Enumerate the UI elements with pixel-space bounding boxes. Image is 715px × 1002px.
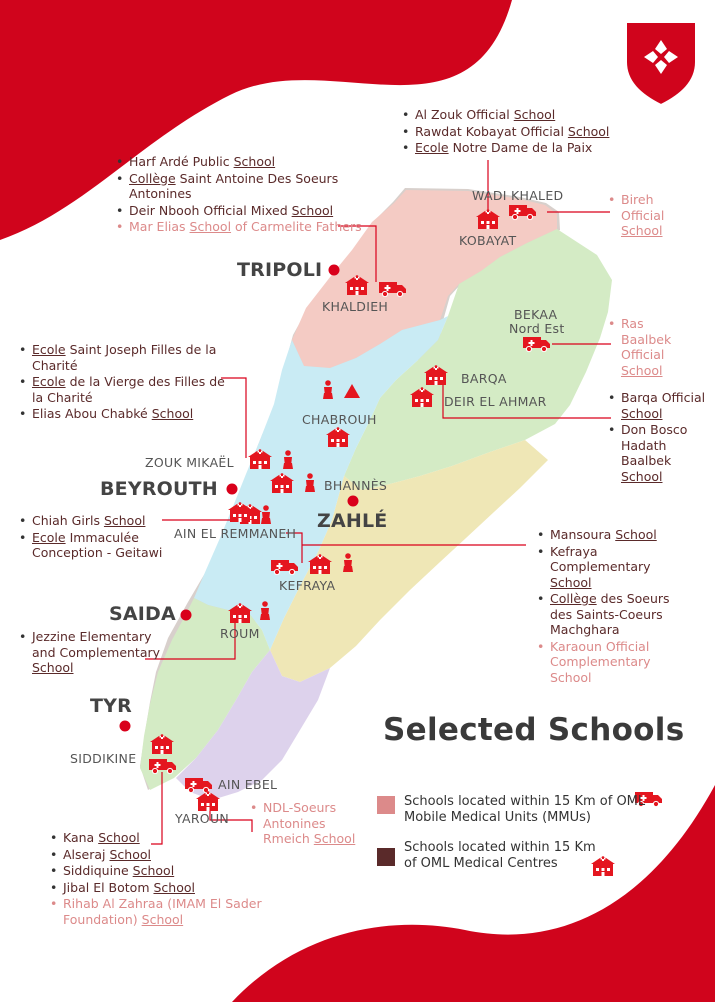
school-item: • Rihab Al Zahraa (IMAM El Sader Foundation) School xyxy=(63,896,263,927)
school-item: • Rawdat Kobayat Official School xyxy=(415,124,715,140)
school-item: • Jezzine Elementary and Complementary School xyxy=(32,629,162,676)
page-title: Selected Schools xyxy=(383,712,685,748)
school-item: • Collège Saint Antoine Des Soeurs Antonines xyxy=(129,171,379,202)
school-item: • Alseraj School xyxy=(63,847,263,863)
school-list-roum xyxy=(19,629,162,677)
place-khaldieh: KHALDIEH xyxy=(322,299,389,314)
school-item: • Jibal El Botom School xyxy=(63,880,263,896)
place-zouk-mikael: ZOUK MIKAËL xyxy=(145,455,234,470)
place-kefraya: KEFRAYA xyxy=(279,578,336,593)
school-item: • Chiah Girls School xyxy=(32,513,212,529)
school-item: • Barqa Official School xyxy=(621,390,715,421)
school-item: • Kefraya Complementary School xyxy=(550,544,690,591)
school-list-kefraya xyxy=(537,527,690,686)
place-wadi-khaled: WADI KHALED xyxy=(472,188,564,203)
school-item: • Ecole de la Vierge des Filles de la Charité xyxy=(32,374,237,405)
school-list-zouk xyxy=(19,342,237,423)
school-list-khaldieh xyxy=(116,154,379,236)
school-item: • Harf Ardé Public School xyxy=(129,154,379,170)
school-item: • Siddiquine School xyxy=(63,863,263,879)
legend-centre-text: Schools located within 15 Km of OML Medical Centres xyxy=(404,840,596,871)
school-list-bireh xyxy=(608,192,691,240)
school-list-yaroun xyxy=(250,800,363,848)
school-item: • Deir Nbooh Official Mixed School xyxy=(129,203,379,219)
school-list-kobayat xyxy=(402,107,715,157)
city-label-saida: SAIDA xyxy=(109,603,176,625)
place-nord-est: Nord Est xyxy=(509,321,565,336)
legend-mmu-text: Schools located within 15 Km of OML Mobile Medical Units (MMUs) xyxy=(404,794,646,825)
school-item: • NDL-Soeurs Antonines Rmeich School xyxy=(263,800,363,847)
school-list-ras-baalbek xyxy=(608,316,696,379)
city-label-beyrouth: BEYROUTH xyxy=(100,478,218,500)
centre-swatch xyxy=(377,848,395,866)
place-bhannes: BHANNÈS xyxy=(324,478,388,493)
city-label-zahle: ZAHLÉ xyxy=(317,510,388,532)
school-item: • Al Zouk Official School xyxy=(415,107,715,123)
school-item: • Bireh Official School xyxy=(621,192,691,239)
school-item: • Mansoura School xyxy=(550,527,690,543)
place-yaroun: YAROUN xyxy=(175,811,230,826)
school-item: • Kana School xyxy=(63,830,263,846)
place-siddikine: SIDDIKINE xyxy=(70,751,137,766)
school-item: • Karaoun Official Complementary School xyxy=(550,639,690,686)
place-deir-el-ahmar: DEIR EL AHMAR xyxy=(444,394,547,409)
mmu-swatch xyxy=(377,796,395,814)
place-barqa: BARQA xyxy=(461,371,507,386)
school-item: • Don Bosco Hadath Baalbek School xyxy=(621,422,715,484)
school-list-ain-remmaneh xyxy=(19,513,212,562)
place-bekaa: BEKAA xyxy=(514,307,558,322)
school-item: • Collège des Soeurs des Saints-Coeurs Machghara xyxy=(550,591,690,638)
place-ain-el-remmaneh: AIN EL REMMANEH xyxy=(174,526,297,541)
school-item: • Ecole Notre Dame de la Paix xyxy=(415,140,715,156)
place-chabrouh: CHABROUH xyxy=(302,412,377,427)
place-roum: ROUM xyxy=(220,626,260,641)
place-kobayat: KOBAYAT xyxy=(459,233,517,248)
city-label-tripoli: TRIPOLI xyxy=(237,259,323,281)
school-item: • Elias Abou Chabké School xyxy=(32,406,237,422)
school-item: • Ras Baalbek Official School xyxy=(621,316,696,378)
school-item: • Ecole Immaculée Conception - Geitawi xyxy=(32,530,212,561)
place-ain-ebel: AIN EBEL xyxy=(218,777,278,792)
school-list-barqa xyxy=(608,390,715,485)
school-item: • Ecole Saint Joseph Filles de la Charité xyxy=(32,342,237,373)
city-label-tyr: TYR xyxy=(90,695,132,717)
school-item: • Mar Elias School of Carmelite Fathers xyxy=(129,219,379,235)
school-list-siddikine xyxy=(50,830,263,928)
